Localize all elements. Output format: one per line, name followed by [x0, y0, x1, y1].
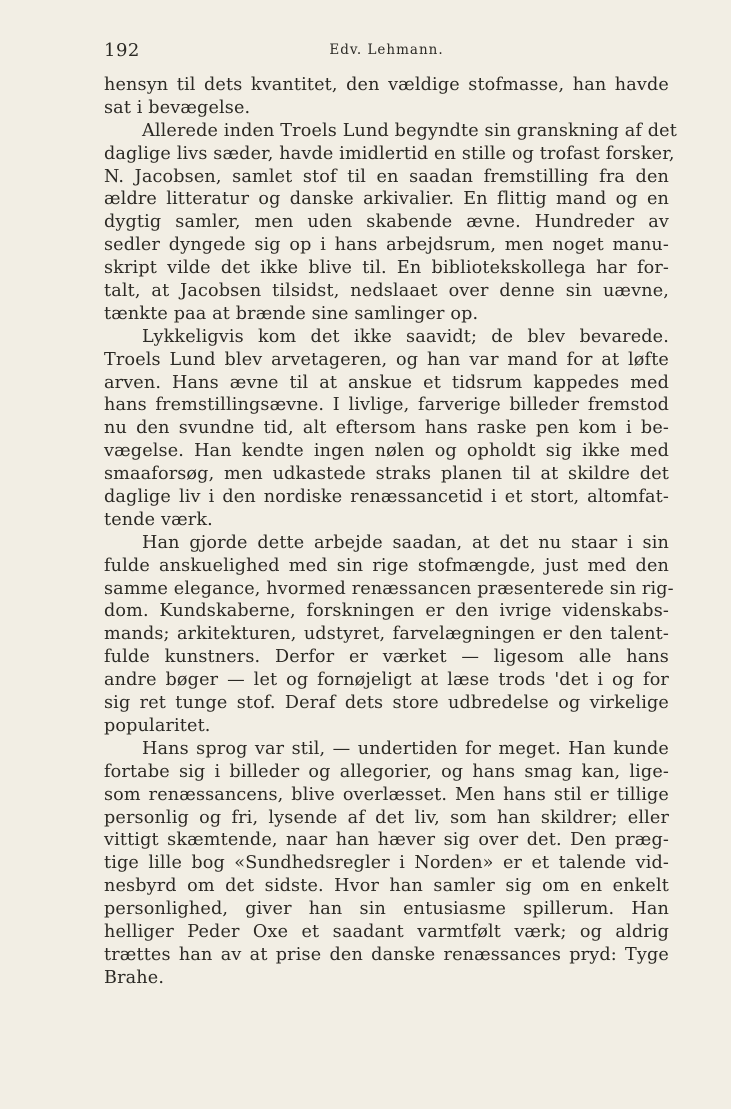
text-line: nu den svundne tid, alt eftersom hans raske pen kom i be-: [104, 418, 669, 439]
text-line: andre bøger — let og fornøjeligt at læse trods 'det i og for: [104, 670, 669, 691]
text-line: personlig og fri, lysende af det liv, som han skildrer; eller: [104, 807, 669, 828]
text-line: Han gjorde dette arbejde saadan, at det nu staar i sin: [142, 532, 669, 553]
text-line: Allerede inden Troels Lund begyndte sin granskning af det: [142, 120, 677, 141]
text-line: hensyn til dets kvantitet, den vældige stofmasse, han havde: [104, 75, 669, 95]
body-text: [104, 74, 677, 990]
text-line: tende værk.: [104, 509, 213, 530]
text-line: vittigt skæmtende, naar han hæver sig over det. Den præg-: [104, 830, 669, 851]
text-line: daglige livs sæder, havde imidlertid en stille og trofast forsker,: [104, 143, 675, 164]
text-line: smaaforsøg, men udkastede straks planen til at skildre det: [104, 464, 669, 485]
text-line: trættes han av at prise den danske renæssances pryd: Tyge: [104, 944, 669, 965]
text-line: fulde anskuelighed med sin rige stofmængde, just med den: [104, 555, 669, 576]
text-line: daglige liv i den nordiske renæssancetid i et stort, altomfat-: [104, 487, 669, 508]
text-line: Hans sprog var stil, — undertiden for meget. Han kunde: [142, 738, 669, 759]
text-line: Troels Lund blev arvetageren, og han var mand for at løfte: [104, 349, 669, 370]
text-line: arven. Hans ævne til at anskue et tidsrum kappedes med: [104, 372, 669, 393]
page-header: [104, 40, 669, 62]
text-line: tænkte paa at brænde sine samlinger op.: [104, 303, 479, 324]
text-line: helliger Peder Oxe et saadant varmtfølt værk; og aldrig: [104, 921, 669, 942]
text-line: nesbyrd om det sidste. Hvor han samler sig om en enkelt: [104, 876, 669, 897]
text-line: mands; arkitekturen, udstyret, farvelægningen er den talent-: [104, 624, 669, 645]
text-line: sig ret tunge stof. Deraf dets store udbredelse og virkelige: [104, 693, 669, 714]
text-line: dygtig samler, men uden skabende ævne. Hundreder av: [104, 212, 669, 233]
text-line: Lykkeligvis kom det ikke saavidt; de blev bevarede.: [142, 326, 669, 347]
text-line: N. Jacobsen, samlet stof til en saadan fremstilling fra den: [104, 166, 669, 187]
text-line: tige lille bog «Sundhedsregler i Norden» er et talende vid-: [104, 853, 669, 874]
text-line: Brahe.: [104, 967, 165, 988]
page-number: 192: [104, 40, 140, 61]
text-line: vægelse. Han kendte ingen nølen og opholdt sig ikke med: [104, 441, 669, 462]
running-head: Edv. Lehmann.: [329, 42, 444, 58]
text-line: talt, at Jacobsen tilsidst, nedslaaet over denne sin uævne,: [104, 281, 669, 302]
text-line: ældre litteratur og danske arkivalier. En flittig mand og en: [104, 189, 669, 210]
text-line: personlighed, giver han sin entusiasme spillerum. Han: [104, 899, 669, 920]
text-line: dom. Kundskaberne, forskningen er den ivrige videnskabs-: [104, 601, 669, 622]
text-line: hans fremstillingsævne. I livlige, farverige billeder fremstod: [104, 395, 669, 416]
text-line: fulde kunstners. Derfor er værket — ligesom alle hans: [104, 647, 669, 668]
text-line: som renæssancens, blive overlæsset. Men hans stil er tillige: [104, 784, 669, 805]
text-line: samme elegance, hvormed renæssancen præsenterede sin rig-: [104, 578, 674, 599]
text-line: sat i bevægelse.: [104, 97, 251, 118]
text-line: sedler dyngede sig op i hans arbejdsrum, men noget manu-: [104, 235, 669, 256]
text-line: fortabe sig i billeder og allegorier, og hans smag kan, lige-: [104, 761, 669, 782]
text-line: skript vilde det ikke blive til. En bibliotekskollega har for-: [104, 258, 669, 279]
text-line: popularitet.: [104, 715, 211, 736]
